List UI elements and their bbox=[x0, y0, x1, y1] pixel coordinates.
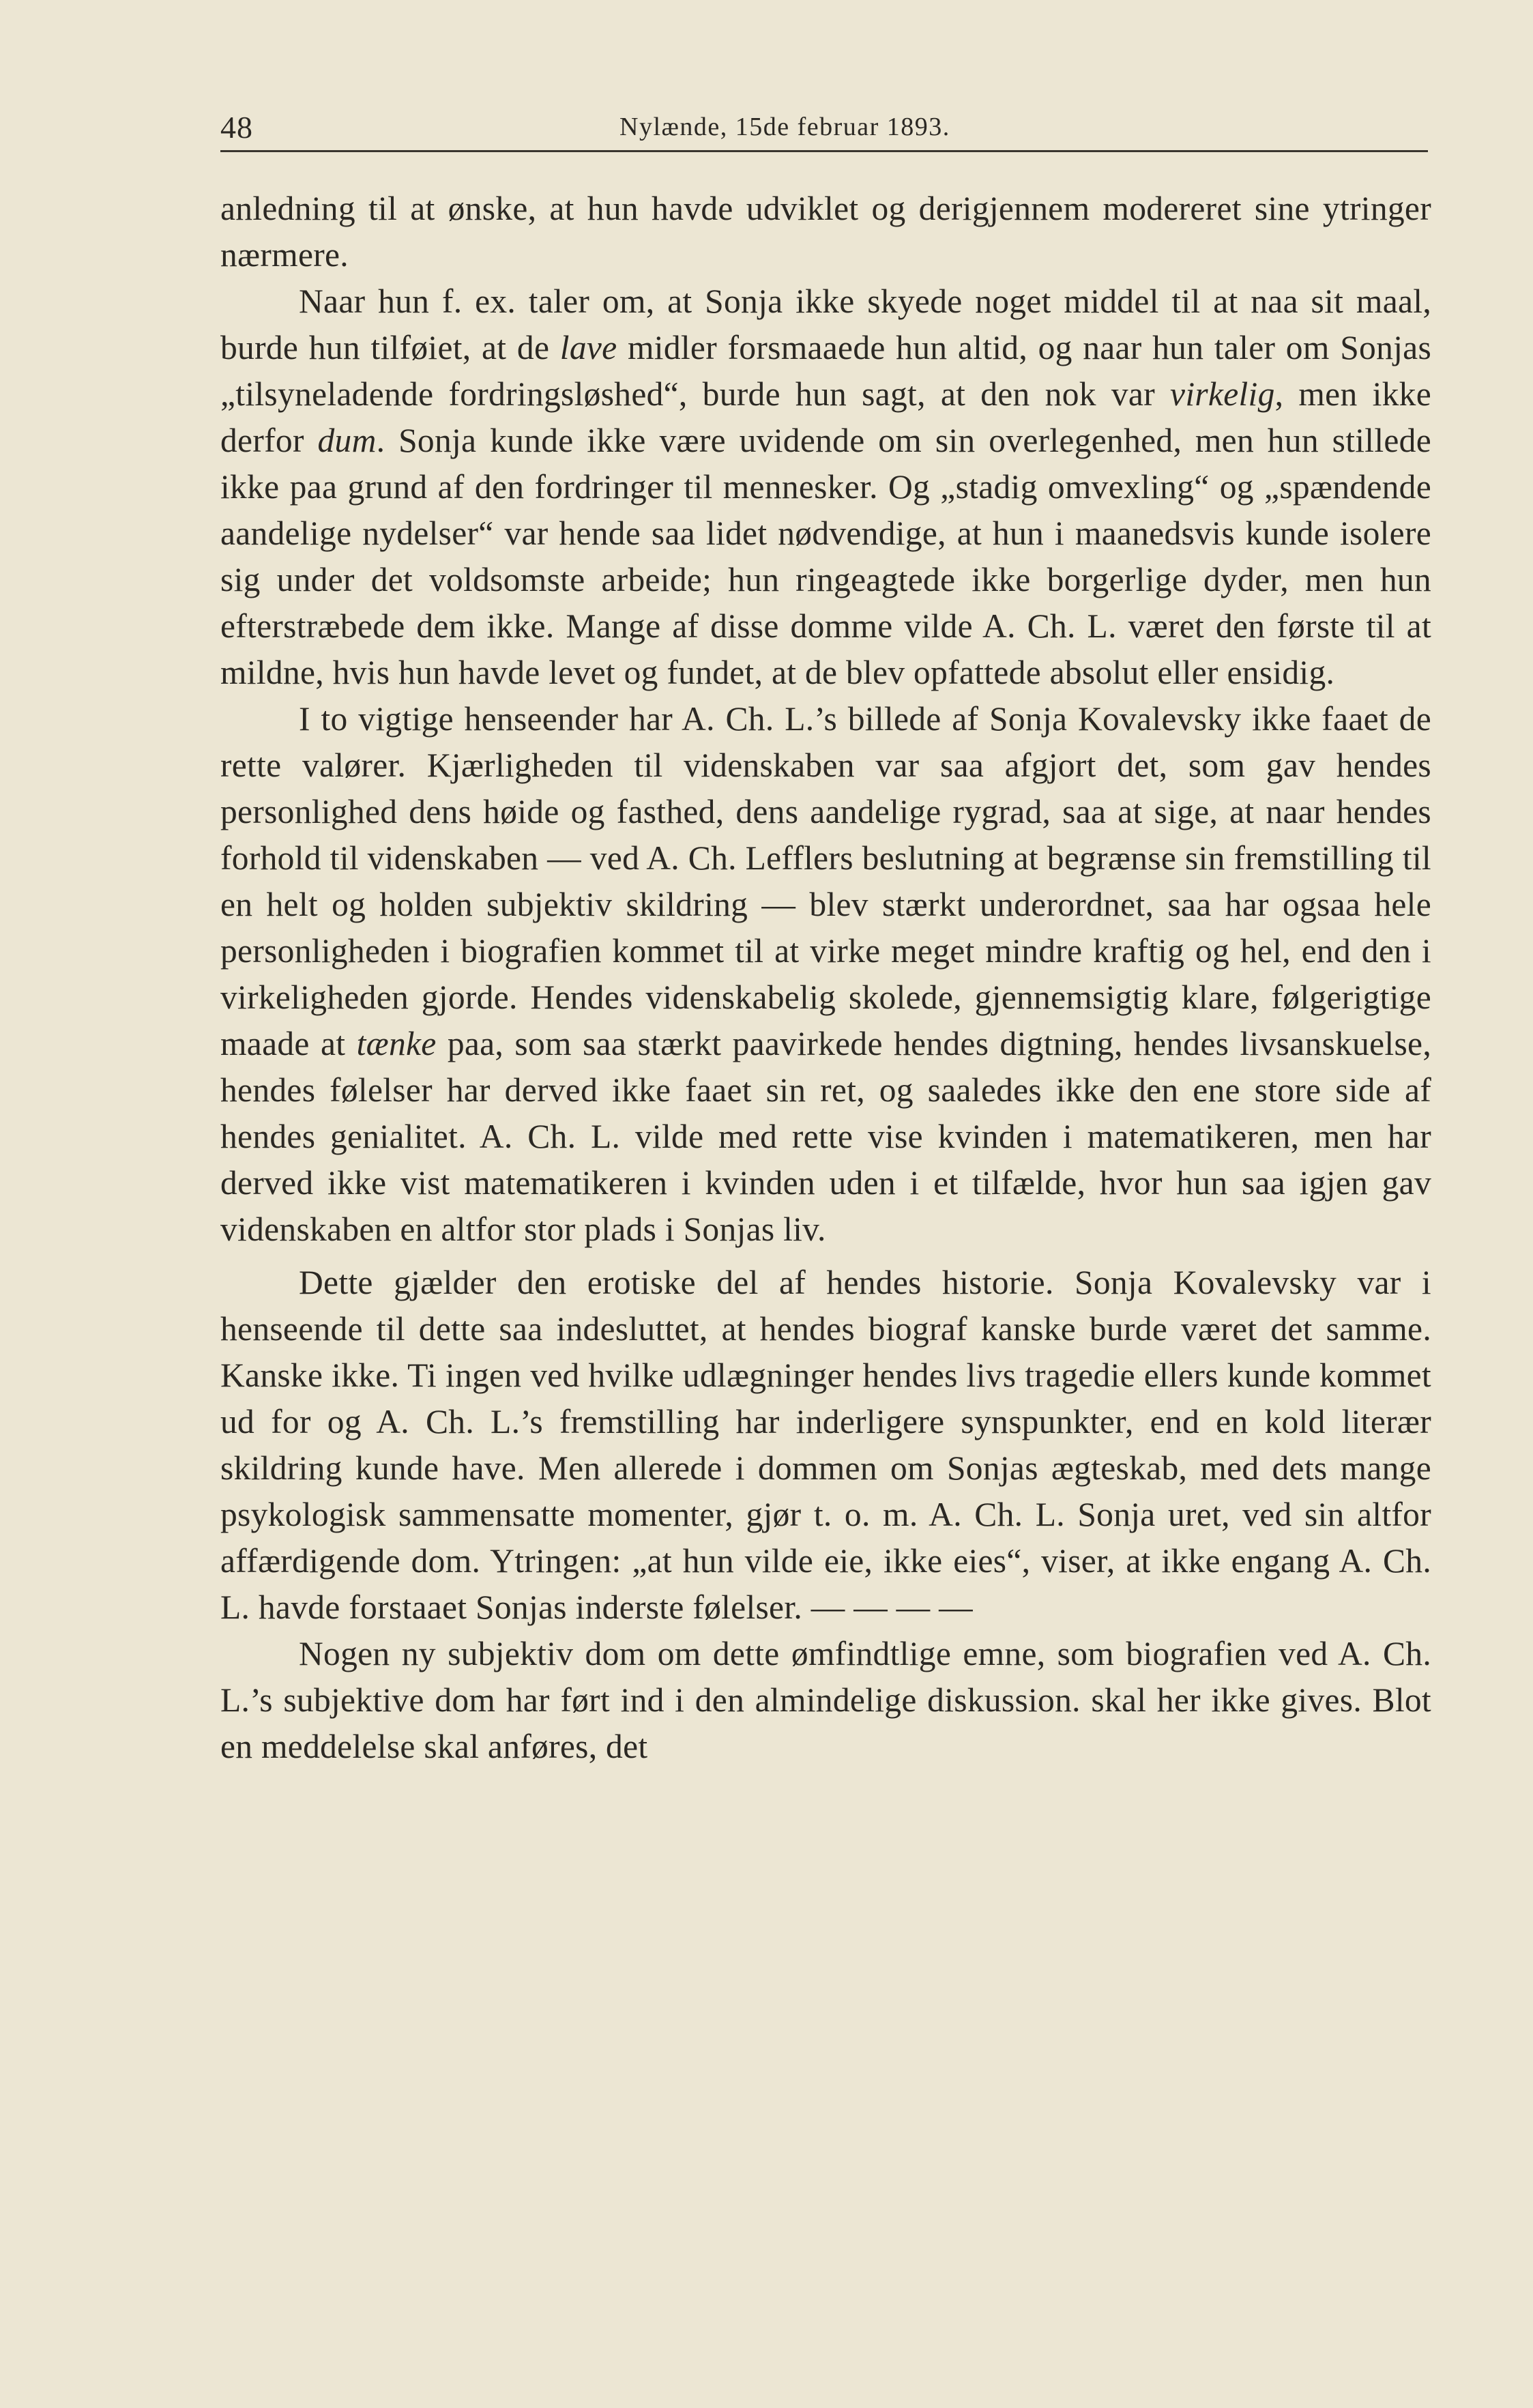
header-rule bbox=[220, 150, 1428, 152]
emphasis-taenke: tænke bbox=[356, 1025, 437, 1062]
text-segment: Dette gjælder den erotiske del af hendes historie. Sonja Kovalevsky var i henseende til dette saa indesluttet, at hendes biograf kanske burde været det samme. Kanske ikke. Ti ingen ved hvilke udlægninger hendes livs tragedie ellers kunde kommet ud for og A. Ch. L.’s fremstilling har inderligere synspunkter, end en kold literær skildring kunde have. Men allerede i dommen om Sonjas ægteskab, med dets mange psykologisk sammensatte momenter, gjør t. o. m. A. Ch. L. Sonja uret, ved sin altfor affærdigende dom. Ytringen: „at hun vilde eie, ikke eies“, viser, at ikke engang A. Ch. L. havde forstaaet Sonjas inderste følelser. — — — — bbox=[220, 1264, 1431, 1626]
text-segment: . Sonja kunde ikke være uvidende om sin overlegenhed, men hun stillede ikke paa grund af den fordringer til mennesker. Og „stadig omvexling“ og „spændende aandelige nydelser“ var hende saa lidet nødvendige, at hun i maanedsvis kunde isolere sig under det voldsomste arbeide; hun ringeagtede ikke borgerlige dyder, men hun efterstræbede dem ikke. Mange af disse domme vilde A. Ch. L. været den første til at mildne, hvis hun havde levet og fundet, at de blev opfattede absolut eller ensidig. bbox=[220, 422, 1432, 691]
emphasis-virkelig: virkelig bbox=[1170, 375, 1275, 413]
text-segment: Naar hun f. ex. taler om, at Sonja ikke skyede noget middel til at naa sit maal, burde hun tilføiet, at de bbox=[220, 282, 1431, 366]
text-segment: Nogen ny subjektiv dom om dette ømfindtlige emne, som biografien ved A. Ch. L.’s subjektive dom har ført ind i den almindelige diskussion. skal her ikke gives. Blot en meddelelse skal anføres, det bbox=[220, 1635, 1431, 1765]
text-segment: paa, som saa stærkt paavirkede hendes digtning, hendes livsanskuelse, hendes følelser har derved ikke faaet sin ret, og saaledes ikke den ene store side af hendes genialitet. A. Ch. L. vilde med rette vise kvinden i matematikeren, men har derved ikke vist matematikeren i kvinden uden i et tilfælde, hvor hun saa igjen gav videnskaben en altfor stor plads i Sonjas liv. bbox=[220, 1025, 1431, 1248]
emphasis-dum: dum bbox=[317, 422, 377, 459]
paragraph-5 bbox=[220, 1631, 1431, 1770]
running-head: Nylænde, 15de februar 1893. bbox=[619, 113, 950, 141]
paragraph-2 bbox=[220, 278, 1431, 696]
text-segment: anledning til at ønske, at hun havde udviklet og derigjennem modereret sine ytringer nærmere. bbox=[220, 190, 1431, 274]
paragraph-1 bbox=[220, 186, 1431, 278]
page-header bbox=[220, 102, 1428, 157]
emphasis-lave: lave bbox=[559, 329, 617, 366]
page-number: 48 bbox=[220, 110, 253, 145]
paragraph-3 bbox=[220, 696, 1431, 1253]
body-text bbox=[220, 186, 1431, 1770]
paragraph-4 bbox=[220, 1260, 1431, 1631]
text-segment: I to vigtige henseender har A. Ch. L.’s billede af Sonja Kovalevsky ikke faaet de rette valører. Kjærligheden til videnskaben var saa afgjort det, som gav hendes personlighed dens høide og fasthed, dens aandelige rygrad, saa at sige, at naar hendes forhold til videnskaben — ved A. Ch. Lefflers beslutning at begrænse sin fremstilling til en helt og holden subjektiv skildring — blev stærkt underordnet, saa har ogsaa hele personligheden i biografien kommet til at virke meget mindre kraftig og hel, end den i virkeligheden gjorde. Hendes videnskabelig skolede, gjennemsigtig klare, følgerigtige maade at bbox=[220, 700, 1431, 1062]
text-segment: , men ikke derfor bbox=[220, 375, 1431, 459]
text-segment: midler forsmaaede hun altid, og naar hun taler om Sonjas „tilsyneladende fordringsløshed“, burde hun sagt, at den nok var bbox=[220, 329, 1432, 413]
